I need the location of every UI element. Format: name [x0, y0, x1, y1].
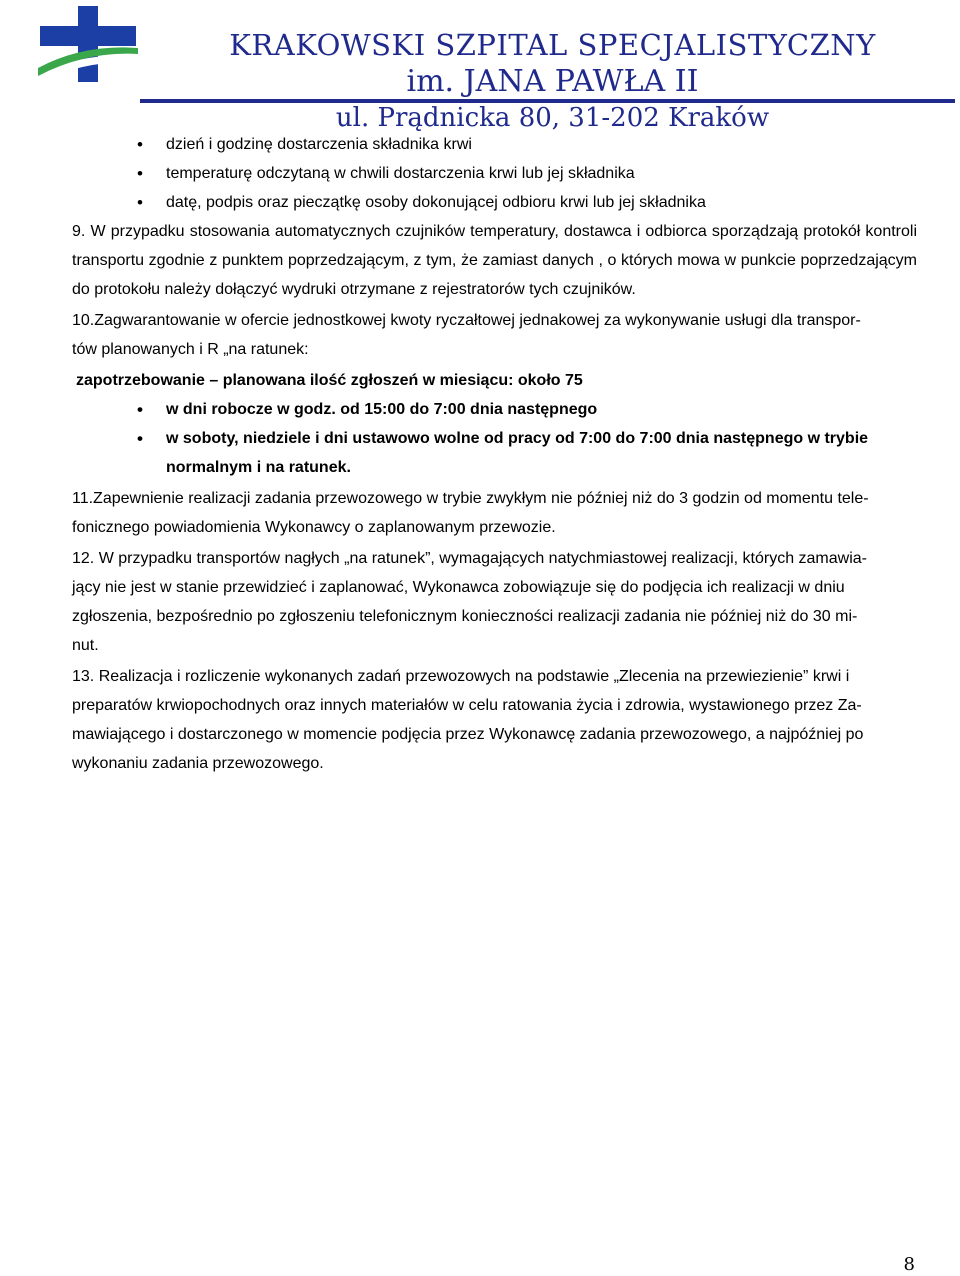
paragraph-12-line: nut.: [72, 637, 99, 654]
bullet-list-top: [72, 130, 917, 217]
paragraph-13-line: mawiającego i dostarczonego w momencie podjęcia przez Wykonawcę zadania przewozowego, a najpóźniej po: [72, 726, 864, 743]
paragraph-11-line: 11.Zapewnienie realizacji zadania przewozowego w trybie zwykłym nie później niż do 3 godzin od momentu tele-: [72, 490, 869, 507]
bullet-list-bold: [72, 395, 917, 482]
paragraph-12-line: jący nie jest w stanie przewidzieć i zaplanować, Wykonawca zobowiązuje się do podjęcia ich realizacji w dniu: [72, 579, 845, 596]
paragraph-13-line: preparatów krwiopochodnych oraz innych materiałów w celu ratowania życia i zdrowia, wystawionego przez Za-: [72, 697, 862, 714]
paragraph-11-line: fonicznego powiadomienia Wykonawcy o zaplanowanym przewozie.: [72, 519, 556, 536]
document-body: [72, 130, 917, 778]
hospital-patron: im. JANA PAWŁA II: [406, 64, 699, 99]
letterhead: [0, 0, 960, 133]
hospital-address: ul. Prądnicka 80, 31-202 Kraków: [335, 103, 770, 133]
paragraph-12-line: 12. W przypadku transportów nagłych „na ratunek”, wymagających natychmiastowej realizacji, których zamawia-: [72, 550, 867, 567]
paragraph-13-line: 13. Realizacja i rozliczenie wykonanych zadań przewozowych na podstawie „Zlecenia na przewiezienie” krwi i: [72, 668, 850, 685]
paragraph-13-line: wykonaniu zadania przewozowego.: [72, 755, 324, 772]
list-item: • temperaturę odczytaną w chwili dostarczenia krwi lub jej składnika: [72, 159, 917, 188]
demand-heading: zapotrzebowanie – planowana ilość zgłoszeń w miesiącu: około 75: [76, 372, 583, 389]
list-item: • dzień i godzinę dostarczenia składnika krwi: [72, 130, 917, 159]
list-item: • w dni robocze w godz. od 15:00 do 7:00 dnia następnego: [72, 395, 917, 424]
paragraph-10-line: 10.Zagwarantowanie w ofercie jednostkowej kwoty ryczałtowej jednakowej za wykonywanie usługi dla transpor-: [72, 312, 861, 329]
paragraph-12-line: zgłoszenia, bezpośrednio po zgłoszeniu telefonicznym konieczności realizacji zadania nie później niż do 30 mi-: [72, 608, 858, 625]
paragraph-12: [72, 544, 917, 660]
paragraph-10: [72, 306, 917, 364]
hospital-cross-logo: [38, 4, 138, 84]
hospital-name: KRAKOWSKI SZPITAL SPECJALISTYCZNY: [229, 28, 876, 62]
paragraph-13: [72, 662, 917, 778]
page-number: 8: [903, 1254, 915, 1275]
list-item: • w soboty, niedziele i dni ustawowo wolne od pracy od 7:00 do 7:00 dnia następnego w trybie normalnym i na ratunek.: [72, 424, 917, 482]
list-item: • datę, podpis oraz pieczątkę osoby dokonującej odbioru krwi lub jej składnika: [72, 188, 917, 217]
paragraph-10-line: tów planowanych i R „na ratunek:: [72, 341, 309, 358]
paragraph-11: [72, 484, 917, 542]
paragraph-9: 9. W przypadku stosowania automatycznych czujników temperatury, dostawca i odbiorca sporządzają protokół kontroli transportu zgodnie z punktem poprzedzającym, z tym, że zamiast danych , o których mowa w punkcie poprzedzającym do protokołu należy dołączyć wydruki otrzymane z rejestratorów tych czujników.: [72, 223, 917, 298]
